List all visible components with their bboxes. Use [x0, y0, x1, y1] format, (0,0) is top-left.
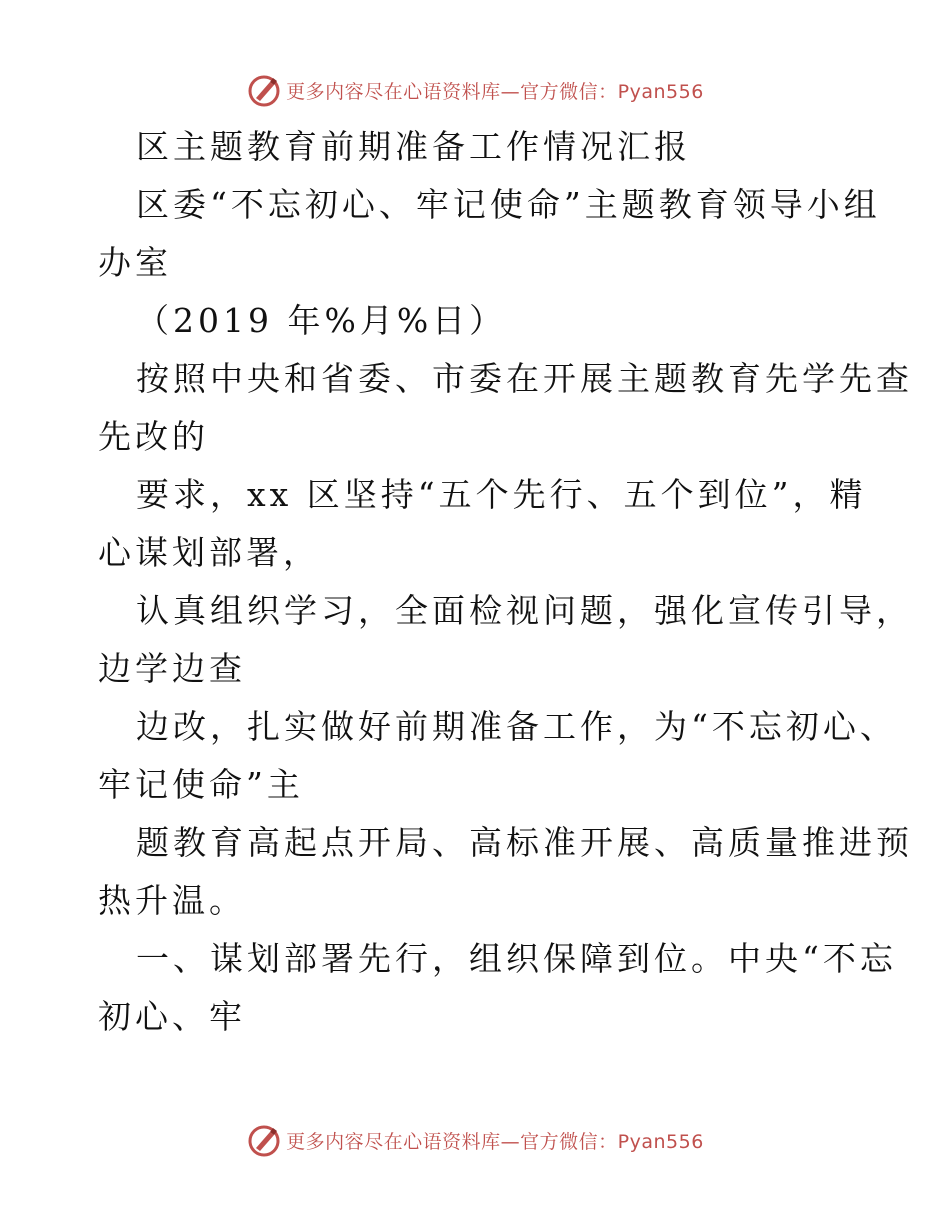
paragraph-line: 认真组织学习，全面检视问题，强化宣传引导， — [136, 591, 913, 630]
pen-circle-logo-icon — [246, 72, 282, 108]
watermark-text: 更多内容尽在心语资料库—官方微信：Pyan556 — [286, 80, 704, 103]
paragraph-line: 题教育高起点开局、高标准开展、高质量推进预 — [136, 823, 913, 862]
paragraph-line: 心谋划部署， — [98, 533, 320, 572]
paragraph-line: 边学边查 — [98, 649, 246, 688]
doc-author-cont: 办室 — [98, 243, 172, 282]
document-body — [98, 118, 913, 1046]
section-heading-line: 一、谋划部署先行，组织保障到位。中央“不忘 — [136, 939, 897, 978]
header-watermark — [0, 72, 950, 108]
pen-circle-logo-icon — [246, 1122, 282, 1158]
paragraph-line: 牢记使命”主 — [98, 765, 304, 804]
paragraph-line: 边改，扎实做好前期准备工作，为“不忘初心、 — [136, 707, 897, 746]
paragraph-line: 初心、牢 — [98, 997, 246, 1036]
watermark-text: 更多内容尽在心语资料库—官方微信：Pyan556 — [286, 1130, 704, 1153]
doc-date: （2019 年%月%日） — [136, 301, 507, 340]
paragraph-line: 要求，xx 区坚持“五个先行、五个到位”，精 — [136, 475, 867, 514]
footer-watermark — [0, 1122, 950, 1158]
paragraph-line: 热升温。 — [98, 881, 246, 920]
doc-title: 区主题教育前期准备工作情况汇报 — [136, 127, 691, 166]
doc-author: 区委“不忘初心、牢记使命”主题教育领导小组 — [136, 185, 881, 224]
paragraph-line: 先改的 — [98, 417, 209, 456]
paragraph-line: 按照中央和省委、市委在开展主题教育先学先查 — [136, 359, 913, 398]
